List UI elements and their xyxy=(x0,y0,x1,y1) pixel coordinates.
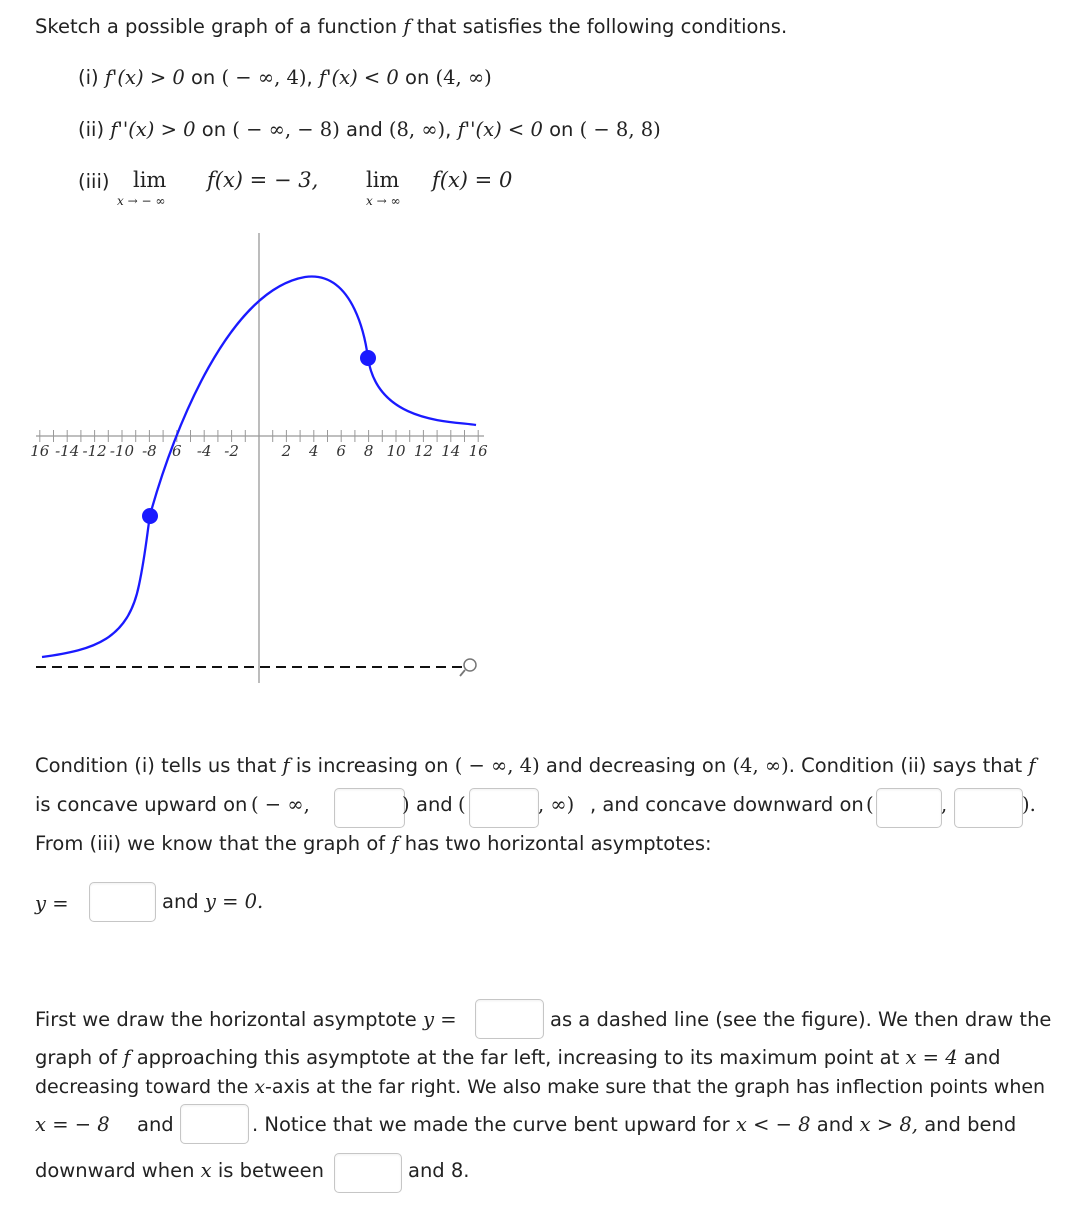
drawing-line-1a xyxy=(35,1008,457,1031)
limit-expr-1: f(x) = − 3, xyxy=(207,168,319,192)
blank-concave-down-end[interactable] xyxy=(954,788,1023,828)
prompt-tail: that satisfies the following conditions. xyxy=(416,15,788,38)
math-var: x xyxy=(254,1076,266,1098)
text: . Notice that we made the curve bent upward for xyxy=(252,1113,730,1136)
blank-concave-up-start-2[interactable] xyxy=(469,788,539,828)
text: and xyxy=(963,1046,1001,1069)
explanation-line-2a: is concave upward on xyxy=(35,793,248,816)
interval-open: ( − ∞, xyxy=(251,793,310,816)
condition-iii-label: (iii) xyxy=(78,170,110,193)
explanation-line-3 xyxy=(35,832,712,855)
x-tick-label: 14 xyxy=(441,442,461,460)
inflection-x-expr: x = − 8 xyxy=(35,1113,110,1136)
blank-asymptote-value[interactable] xyxy=(89,882,156,922)
blank-inflection-point[interactable] xyxy=(180,1104,249,1144)
math-var: f xyxy=(1028,754,1036,777)
x-tick-label: 8 xyxy=(363,442,374,460)
condition-sep: , xyxy=(445,118,452,141)
drawing-line-1b: as a dashed line (see the figure). We then draw the xyxy=(550,1008,1052,1031)
text: and xyxy=(162,890,199,913)
text: graph of xyxy=(35,1046,118,1069)
condition-i xyxy=(78,66,492,89)
math-var: x xyxy=(200,1159,212,1182)
condition-expr: f'(x) < 0 xyxy=(318,66,399,89)
condition-on: on xyxy=(549,118,574,141)
text: From (iii) we know that the graph of xyxy=(35,832,386,855)
math-expr: x = 4 xyxy=(905,1046,958,1069)
concave-down-text: , and concave downward on xyxy=(590,793,864,816)
condition-ii xyxy=(78,118,661,141)
limit-word-2: lim xyxy=(366,168,400,192)
interval-end: ). xyxy=(1022,793,1036,816)
x-tick-label: 12 xyxy=(413,442,433,460)
condition-on: on xyxy=(190,66,216,89)
x-tick-label: 10 xyxy=(386,442,406,460)
math-interval: ( − ∞, 4) xyxy=(454,754,540,777)
x-tick-label: 16 xyxy=(30,442,50,460)
condition-expr: f''(x) < 0 xyxy=(457,118,543,141)
text: is increasing on xyxy=(295,754,449,777)
blank-concave-down-lower[interactable] xyxy=(334,1153,402,1193)
x-tick-label: 6 xyxy=(172,442,182,460)
condition-interval: ( − ∞, − 8) xyxy=(232,118,340,141)
text: Condition (i) tells us that xyxy=(35,754,277,777)
limit-expr-2: f(x) = 0 xyxy=(432,168,513,192)
math-expr: x > 8, xyxy=(859,1113,918,1136)
condition-sep: , xyxy=(306,66,313,89)
text: First we draw the horizontal asymptote xyxy=(35,1008,417,1031)
math-interval: (4, ∞) xyxy=(732,754,789,777)
limit-subscript-1: x → − ∞ xyxy=(117,194,166,208)
text: and bend xyxy=(924,1113,1017,1136)
x-tick-label: 16 xyxy=(468,442,488,460)
inflection-point-right[interactable] xyxy=(360,350,376,366)
interval-open-2: ( xyxy=(458,793,466,816)
text: is between xyxy=(217,1159,324,1182)
interval-comma: , xyxy=(941,793,948,816)
condition-interval: ( − ∞, 4) xyxy=(221,66,307,89)
condition-label: (ii) xyxy=(78,118,105,141)
interval-inf: , ∞) xyxy=(538,793,575,816)
math-var: f xyxy=(391,832,399,855)
condition-expr: f'(x) > 0 xyxy=(104,66,185,89)
asymptote-and xyxy=(162,890,263,913)
blank-concave-up-end-1[interactable] xyxy=(334,788,405,828)
x-tick-label: -10 xyxy=(109,442,135,460)
function-graph xyxy=(0,225,500,695)
text: and decreasing on xyxy=(545,754,727,777)
math-expr: y = 0. xyxy=(204,890,264,913)
magnifier-icon[interactable] xyxy=(460,659,476,676)
and-text: and xyxy=(416,793,453,816)
condition-interval: ( − 8, 8) xyxy=(579,118,661,141)
condition-and: and xyxy=(346,118,383,141)
math-var: f xyxy=(282,754,290,777)
x-tick-label: 4 xyxy=(309,442,319,460)
condition-label: (i) xyxy=(78,66,99,89)
drawing-line-4b xyxy=(252,1113,1016,1136)
limit-subscript-2: x → ∞ xyxy=(366,194,401,208)
x-tick-label: -2 xyxy=(224,442,239,460)
x-tick-label: -8 xyxy=(142,442,157,460)
drawing-line-2 xyxy=(35,1046,1001,1069)
interval-open-3: ( xyxy=(866,793,874,816)
condition-interval: (8, ∞) xyxy=(388,118,446,141)
text: approaching this asymptote at the far left, increasing to its maximum point at xyxy=(136,1046,900,1069)
math-var: f xyxy=(123,1046,131,1069)
x-tick-label: 6 xyxy=(336,442,346,460)
text: decreasing toward the xyxy=(35,1076,249,1098)
x-tick-label: -12 xyxy=(82,442,107,460)
prompt-text: Sketch a possible graph of a function xyxy=(35,15,398,38)
drawing-line-5a xyxy=(35,1159,324,1182)
blank-dashed-asymptote[interactable] xyxy=(475,999,544,1039)
text: and xyxy=(816,1113,854,1136)
condition-on: on xyxy=(405,66,430,89)
math-expr: x < − 8 xyxy=(735,1113,811,1136)
drawing-line-3 xyxy=(35,1076,1045,1098)
condition-expr: f''(x) > 0 xyxy=(110,118,196,141)
asymptote-y-label: y = xyxy=(35,892,69,915)
condition-interval: (4, ∞) xyxy=(435,66,492,89)
inflection-and: and xyxy=(137,1113,174,1136)
inflection-point-left[interactable] xyxy=(142,508,158,524)
explanation-line-1 xyxy=(35,754,1036,777)
condition-on: on xyxy=(201,118,227,141)
x-tick-label: -14 xyxy=(55,442,80,460)
text: -axis at the far right. We also make sure that the graph has inflection points when xyxy=(265,1076,1046,1098)
text: has two horizontal asymptotes: xyxy=(404,832,712,855)
drawing-line-5b: and 8. xyxy=(408,1159,470,1182)
interval-close: ) xyxy=(402,793,410,816)
problem-prompt xyxy=(35,15,787,38)
x-tick-label: -4 xyxy=(196,442,212,460)
x-tick-label: 2 xyxy=(281,442,292,460)
prompt-function: f xyxy=(403,15,411,38)
math-expr: y = xyxy=(422,1008,457,1031)
text: downward when xyxy=(35,1159,195,1182)
limit-word-1: lim xyxy=(133,168,167,192)
text: . Condition (ii) says that xyxy=(788,754,1023,777)
blank-concave-down-start[interactable] xyxy=(876,788,942,828)
